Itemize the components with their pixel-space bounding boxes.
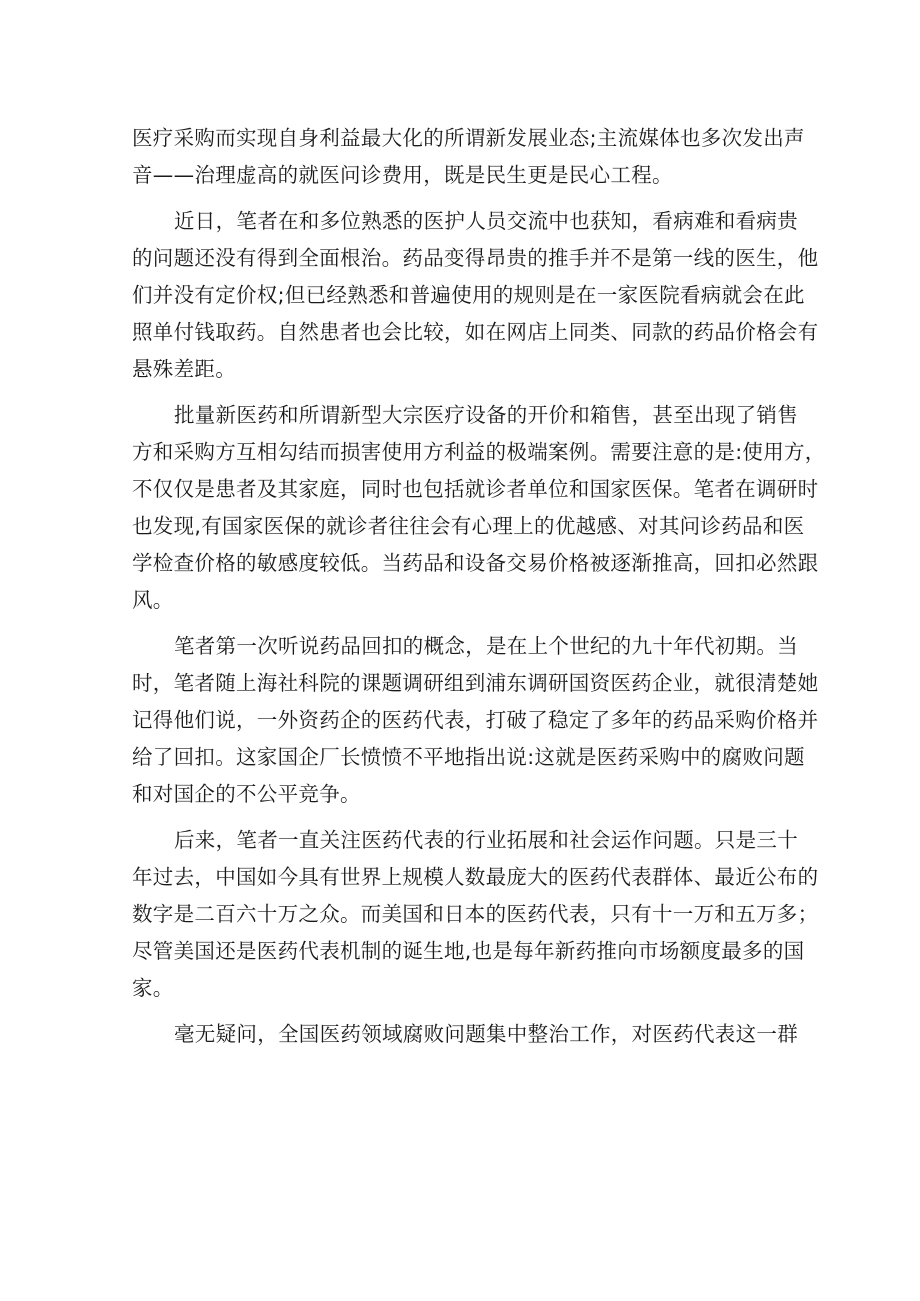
paragraph-line: 毫无疑问，全国医药领域腐败问题集中整治工作，对医药代表这一群: [174, 1022, 798, 1046]
paragraph-line: 风。: [132, 588, 174, 612]
paragraph-line: 的问题还没有得到全面根治。药品变得昂贵的推手并不是第一线的医生，他: [132, 246, 819, 270]
paragraph-2: [132, 203, 819, 388]
paragraph-line: 方和采购方互相勾结而损害使用方利益的极端案例。需要注意的是:使用方，: [132, 440, 826, 464]
paragraph-line: 医疗采购而实现自身利益最大化的所谓新发展业态;主流媒体也多次发出声: [132, 126, 805, 150]
paragraph-line: 音——治理虚高的就医问诊费用，既是民生更是民心工程。: [132, 163, 673, 187]
paragraph-line: 学检查价格的敏感度较低。当药品和设备交易价格被逐渐推高，回扣必然跟: [132, 551, 819, 575]
paragraph-line: 悬殊差距。: [132, 357, 236, 381]
paragraph-line: 家。: [132, 976, 174, 1000]
paragraph-line: 批量新医药和所谓新型大宗医疗设备的开价和箱售，甚至出现了销售: [174, 403, 798, 427]
paragraph-line: 时，笔者随上海社科院的课题调研组到浦东调研国资医药企业，就很清楚她: [132, 671, 819, 695]
paragraph-line: 数字是二百六十万之众。而美国和日本的医药代表，只有十一万和五万多；: [132, 902, 819, 926]
paragraph-3: [132, 397, 826, 619]
paragraph-line: 和对国企的不公平竞争。: [132, 782, 361, 806]
paragraph-5: [132, 822, 819, 1007]
paragraph-line: 照单付钱取药。自然患者也会比较，如在网店上同类、同款的药品价格会有: [132, 320, 819, 344]
paragraph-line: 笔者第一次听说药品回扣的概念，是在上个世纪的九十年代初期。当: [174, 634, 798, 658]
paragraph-line: 尽管美国还是医药代表机制的诞生地,也是每年新药推向市场额度最多的国: [132, 939, 805, 963]
paragraph-line: 们并没有定价权;但已经熟悉和普遍使用的规则是在一家医院看病就会在此: [132, 283, 805, 307]
document-body: [132, 120, 826, 1053]
paragraph-line: 也发现,有国家医保的就诊者往往会有心理上的优越感、对其问诊药品和医: [132, 514, 805, 538]
paragraph-line: 不仅仅是患者及其家庭，同时也包括就诊者单位和国家医保。笔者在调研时: [132, 477, 819, 501]
paragraph-4: [132, 628, 819, 813]
paragraph-line: 年过去，中国如今具有世界上规模人数最庞大的医药代表群体、最近公布的: [132, 865, 819, 889]
paragraph-6: [132, 1016, 798, 1053]
paragraph-line: 记得他们说，一外资药企的医药代表，打破了稳定了多年的药品采购价格并: [132, 708, 819, 732]
paragraph-line: 后来，笔者一直关注医药代表的行业拓展和社会运作问题。只是三十: [174, 828, 798, 852]
paragraph-1: [132, 120, 805, 194]
paragraph-line: 近日，笔者在和多位熟悉的医护人员交流中也获知，看病难和看病贵: [174, 209, 798, 233]
paragraph-line: 给了回扣。这家国企厂长愤愤不平地指出说:这就是医药采购中的腐败问题: [132, 745, 805, 769]
